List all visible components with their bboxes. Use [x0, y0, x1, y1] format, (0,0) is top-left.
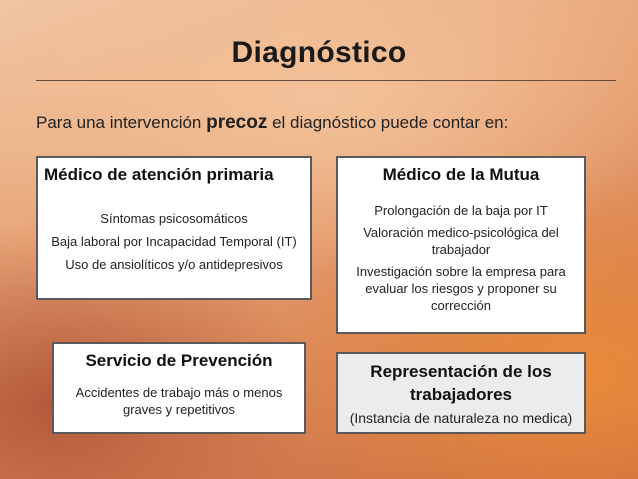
list-item: Síntomas psicosomáticos	[100, 211, 248, 226]
box-prevention-service	[52, 342, 306, 434]
title-divider	[36, 80, 616, 81]
box-items	[344, 202, 578, 314]
intro-text-emphasis: precoz	[206, 112, 268, 133]
intro-text	[36, 112, 616, 134]
box-heading: Representación de los trabajadores	[370, 362, 552, 404]
box-subtitle: (Instancia de naturaleza no medica)	[349, 410, 573, 426]
box-heading: Médico de la Mutua	[382, 165, 540, 184]
box-mutua-doctor	[336, 156, 586, 334]
list-item: Baja laboral por Incapacidad Temporal (IT)	[51, 234, 297, 249]
box-items	[60, 384, 298, 418]
box-items	[42, 210, 306, 273]
intro-text-after: el diagnóstico puede contar en:	[267, 113, 509, 132]
box-primary-care	[36, 156, 312, 300]
list-item: Accidentes de trabajo más o menos graves y repetitivos	[75, 385, 283, 417]
intro-text-before: Para una intervención	[36, 113, 207, 132]
list-item: Investigación sobre la empresa para evaluar los riesgos y proponer su corrección	[356, 264, 566, 313]
box-heading: Servicio de Prevención	[85, 351, 273, 370]
list-item: Prolongación de la baja por IT	[374, 203, 548, 218]
box-workers-representation	[336, 352, 586, 434]
list-item: Valoración medico-psicológica del trabajador	[363, 225, 559, 257]
box-heading: Médico de atención primaria	[44, 165, 274, 184]
list-item: Uso de ansiolíticos y/o antidepresivos	[65, 257, 283, 272]
slide-title: Diagnóstico	[231, 36, 407, 69]
